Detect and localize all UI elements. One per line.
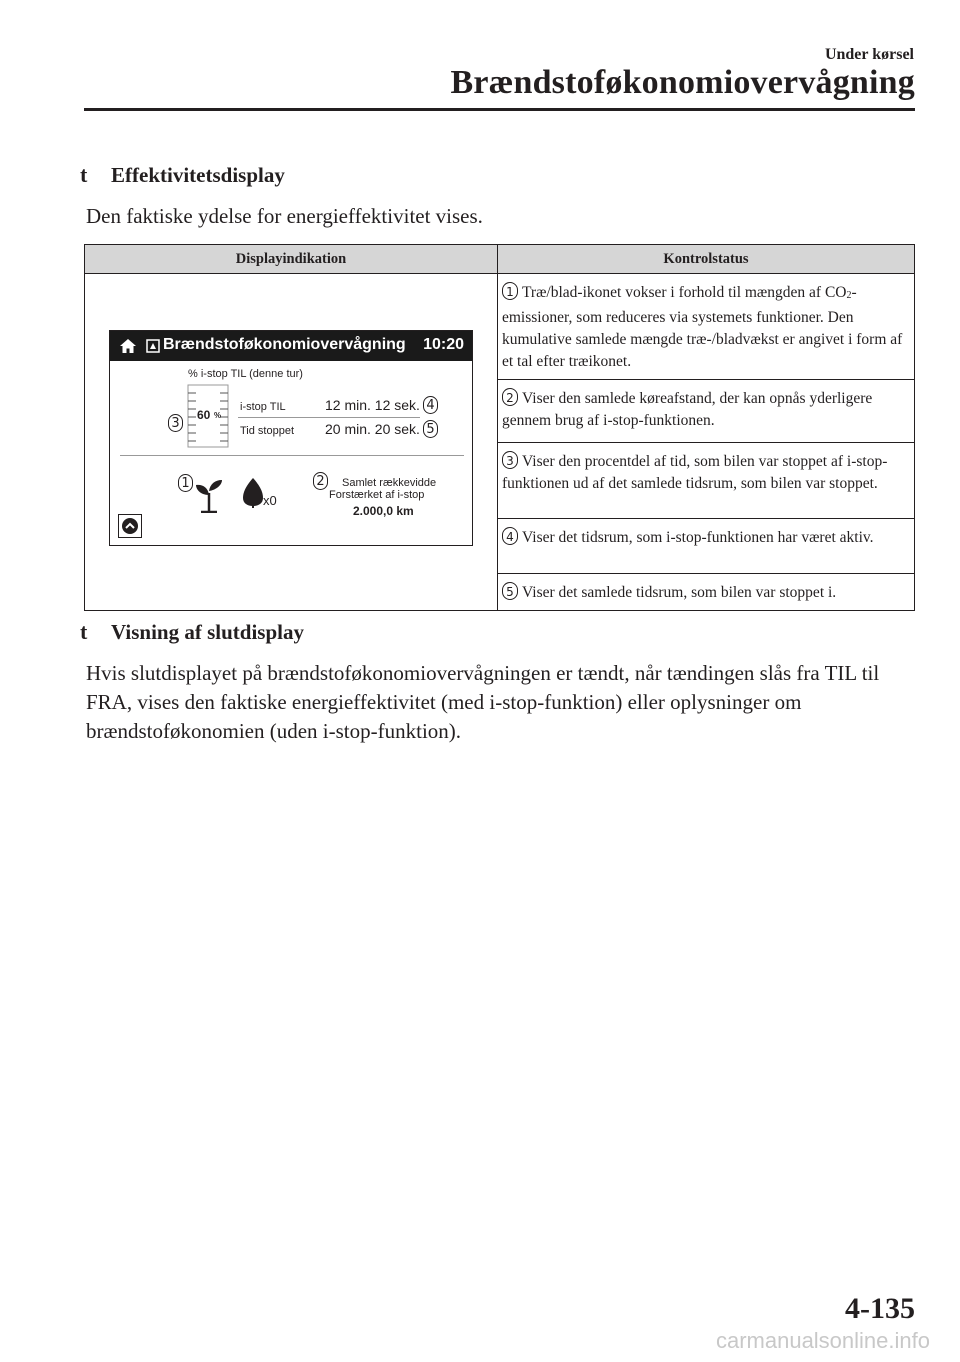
page-number: 4-135	[845, 1292, 915, 1325]
section-divider	[120, 455, 464, 456]
section-heading: Effektivitetsdisplay	[111, 163, 285, 187]
back-button[interactable]	[118, 514, 142, 538]
stopped-value: 20 min. 20 sek.	[325, 421, 420, 437]
bullet-marker: t	[80, 619, 88, 644]
app-icon	[146, 339, 160, 353]
home-icon	[119, 338, 137, 354]
istop-percent-label: % i-stop TIL (denne tur)	[188, 368, 303, 380]
callout-5: 5	[423, 420, 438, 438]
row-separator	[238, 417, 420, 418]
callout-4: 4	[423, 396, 438, 414]
clock: 10:20	[423, 336, 464, 353]
range-value: 2.000,0 km	[353, 504, 414, 518]
section-heading: Visning af slutdisplay	[111, 620, 304, 644]
gauge-value: 60	[197, 408, 211, 422]
leaf-icon	[242, 477, 264, 509]
callout-3: 3	[168, 414, 183, 432]
istop-on-value: 12 min. 12 sek.	[325, 397, 420, 413]
row-number: 4	[502, 527, 518, 545]
callout-1: 1	[178, 474, 193, 492]
intro-paragraph: Den faktiske ydelse for energieffektivitet vises.	[86, 204, 483, 228]
fuel-monitor-screen	[109, 330, 473, 546]
bullet-marker: t	[80, 162, 88, 187]
body-paragraph: Hvis slutdisplayet på brændstoføkonomiovervågningen er tændt, når tændingen slås fra TIL til FRA, vises den faktiske energieffektivitet (med i-stop-funktion) eller oplysninger om brændstoføkonomien (uden i-stop-funktion).	[86, 661, 880, 743]
header-rule	[84, 108, 915, 111]
istop-on-label: i-stop TIL	[240, 401, 286, 413]
gauge-unit: %	[214, 411, 222, 420]
column-header: Displayindikation	[85, 245, 498, 274]
total-range-label: Samlet rækkevidde	[342, 477, 437, 489]
tree-count: x0	[263, 493, 277, 508]
status-description-2: 2 Viser den samlede køreafstand, der kan opnås yderligere gennem brug af i-stop-funktionen.	[498, 380, 915, 443]
section-label: Under kørsel	[824, 46, 914, 63]
screen-title-bar	[110, 331, 472, 361]
row-number: 1	[502, 282, 518, 300]
status-description-5: 5 Viser det samlede tidsrum, som bilen var stoppet i.	[498, 574, 915, 611]
sprout-icon	[194, 475, 224, 513]
status-description-4: 4 Viser det tidsrum, som i-stop-funktionen har været aktiv.	[498, 519, 915, 574]
status-table	[84, 244, 915, 611]
status-description-1: 1 Træ/blad-ikonet vokser i forhold til mængden af $CO_2$-emissioner, som reduceres via systemets funktioner. Den kumulative samlede mængde træ-/bladvækst er angivet i form af et tal efter træikonet.	[498, 274, 915, 380]
stopped-label: Tid stoppet	[240, 425, 295, 437]
callout-2: 2	[313, 472, 328, 490]
row-number: 3	[502, 451, 518, 469]
page-title: Brændstoføkonomiovervågning	[450, 64, 915, 101]
boosted-label: Forstærket af i-stop	[329, 489, 425, 501]
display-illustration-cell	[85, 274, 498, 611]
chevron-up-icon	[121, 517, 139, 535]
watermark: carmanualsonline.info	[715, 1328, 930, 1353]
column-header: Kontrolstatus	[498, 245, 915, 274]
row-number: 5	[502, 582, 518, 600]
status-description-3: 3 Viser den procentdel af tid, som bilen var stoppet af i-stop-funktionen ud af det samlede tidsrum, som bilen var stoppet.	[498, 443, 915, 519]
row-number: 2	[502, 388, 518, 406]
screen-title: Brændstoføkonomiovervågning	[163, 336, 406, 353]
